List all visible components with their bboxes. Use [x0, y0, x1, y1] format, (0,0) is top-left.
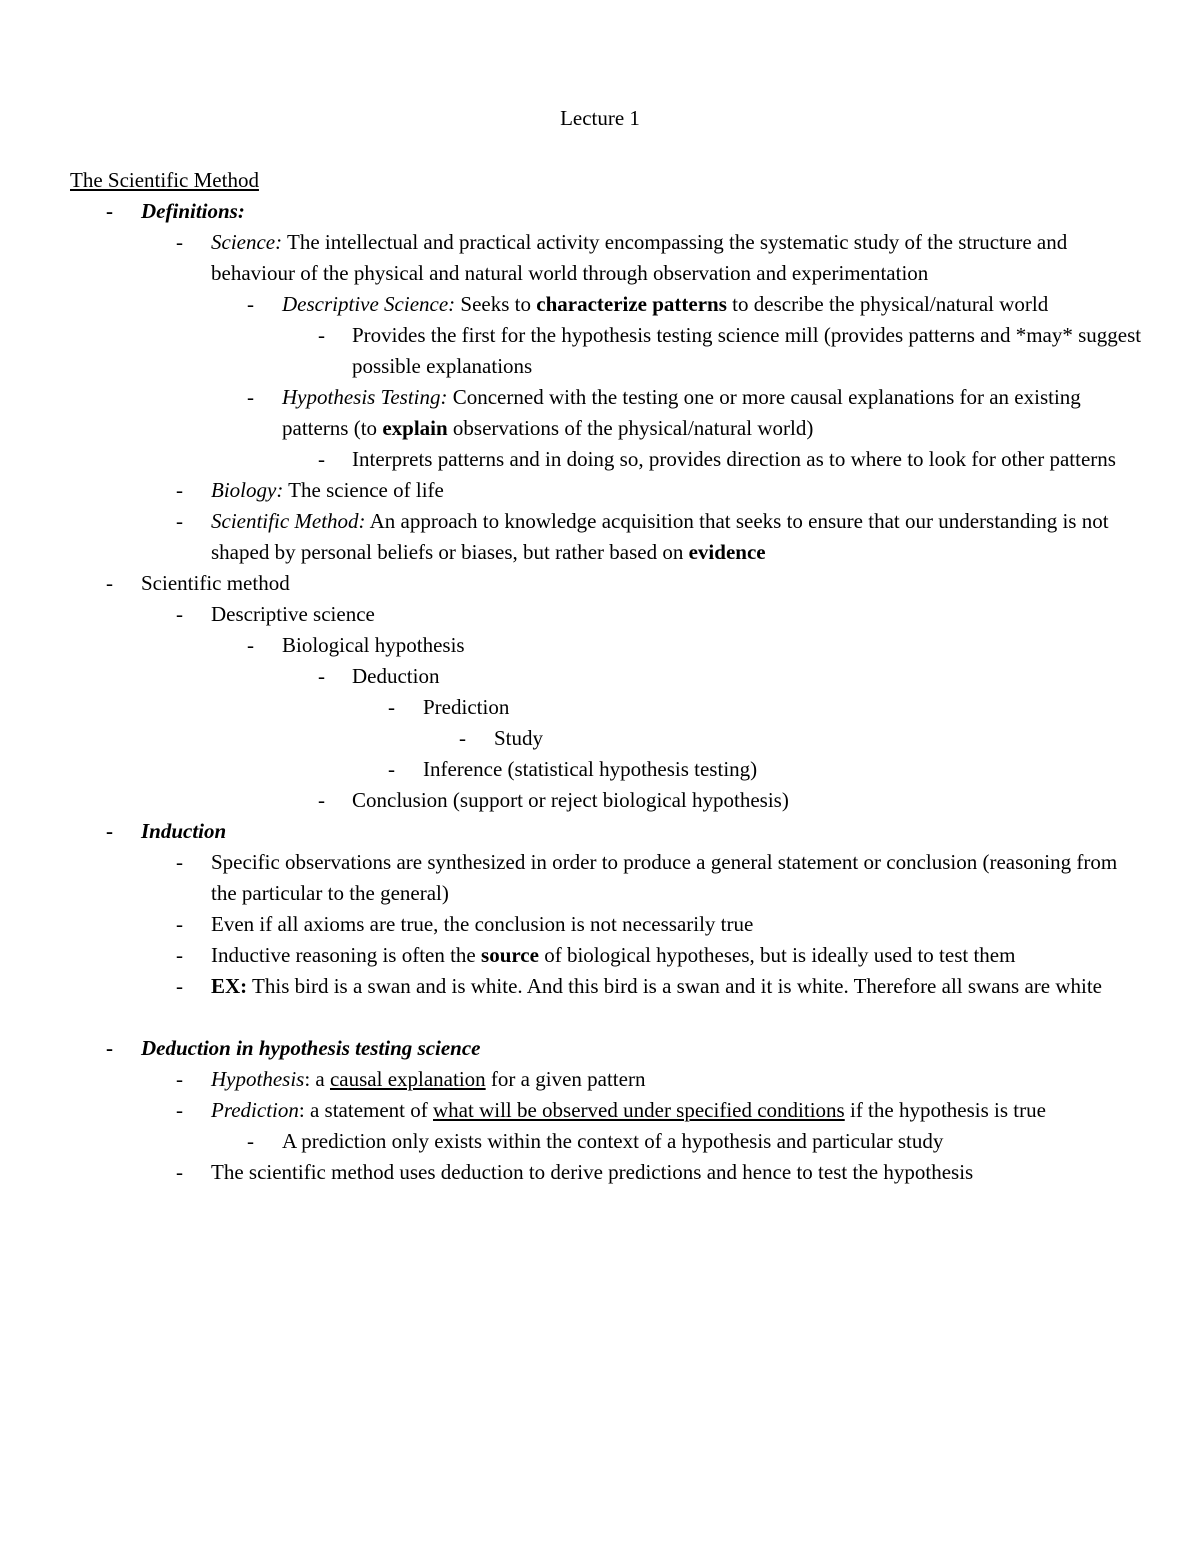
definition-science — [0, 227, 1200, 289]
bullet-dash: - — [106, 571, 113, 595]
outline-item-scientific-method — [0, 568, 1200, 599]
method-step-deduction — [0, 661, 1200, 692]
bullet-dash: - — [318, 788, 325, 812]
term-hypothesis-testing: Hypothesis Testing: — [282, 385, 448, 409]
scientific-method-text: An approach to knowledge acquisition that seeks to ensure that our understanding is not shaped by personal beliefs or biases, but rather based on — [211, 509, 1109, 564]
bullet-dash: - — [106, 819, 113, 843]
hypothesis-testing-text-pre: Concerned with the testing one or more causal explanations for an existing patterns (to — [282, 385, 1081, 440]
method-step-biological-hypothesis — [0, 630, 1200, 661]
bullet-dash: - — [247, 633, 254, 657]
induction-point — [0, 909, 1200, 940]
bullet-dash: - — [247, 292, 254, 316]
induction-point-text: Even if all axioms are true, the conclusion is not necessarily true — [211, 912, 754, 936]
bullet-dash: - — [176, 602, 183, 626]
bullet-dash: - — [388, 757, 395, 781]
induction-point — [0, 940, 1200, 971]
hypothesis-colon: : a — [304, 1067, 330, 1091]
emphasis-characterize-patterns: characterize patterns — [536, 292, 727, 316]
page-title: Lecture 1 — [560, 106, 640, 130]
definition-biology-text: The science of life — [283, 478, 444, 502]
bullet-dash: - — [318, 323, 325, 347]
deduction-last-text: The scientific method uses deduction to derive predictions and hence to test the hypothesis — [211, 1160, 974, 1184]
bullet-dash: - — [388, 695, 395, 719]
deduction-label: Deduction in hypothesis testing science — [141, 1036, 481, 1060]
descriptive-science-detail — [0, 320, 1200, 382]
hypothesis-testing-text-post: observations of the physical/natural world) — [447, 416, 814, 440]
method-step-text: Study — [494, 726, 544, 750]
descriptive-text-post: to describe the physical/natural world — [726, 292, 1049, 316]
induction-label: Induction — [141, 819, 227, 843]
induction-example — [0, 971, 1200, 1002]
bullet-dash: - — [176, 943, 183, 967]
deduction-last-point — [0, 1157, 1200, 1188]
definition-hypothesis-testing — [0, 382, 1200, 444]
definition-scientific-method — [0, 506, 1200, 568]
blank-line — [0, 1002, 1200, 1033]
method-step-descriptive-science — [0, 599, 1200, 630]
term-prediction: Prediction — [211, 1098, 299, 1122]
term-biology: Biology: — [211, 478, 284, 502]
bullet-dash: - — [106, 1036, 113, 1060]
bullet-dash: - — [176, 912, 183, 936]
method-step-text: Biological hypothesis — [282, 633, 465, 657]
induction-point-pre: Inductive reasoning is often the — [211, 943, 482, 967]
bullet-dash: - — [459, 726, 466, 750]
definition-science-text: The intellectual and practical activity encompassing the systematic study of the structure and behaviour of the physical and natural world through observation and experimentation — [211, 230, 1068, 285]
bullet-dash: - — [176, 509, 183, 533]
scientific-method-label: Scientific method — [141, 571, 290, 595]
descriptive-text-pre: Seeks to — [455, 292, 537, 316]
prediction-detail-text: A prediction only exists within the context of a hypothesis and particular study — [282, 1129, 944, 1153]
outline-item-deduction — [0, 1033, 1200, 1064]
method-step-text: Prediction — [423, 695, 510, 719]
underlined-observed-conditions: what will be observed under specified conditions — [433, 1098, 845, 1122]
method-step-study — [0, 723, 1200, 754]
bullet-dash: - — [176, 850, 183, 874]
outline-item-definitions — [0, 196, 1200, 227]
term-descriptive-science: Descriptive Science: — [282, 292, 456, 316]
method-step-text: Inference (statistical hypothesis testing) — [423, 757, 758, 781]
bullet-dash: - — [176, 1067, 183, 1091]
method-step-inference — [0, 754, 1200, 785]
outline-item-induction — [0, 816, 1200, 847]
bullet-dash: - — [176, 478, 183, 502]
hypothesis-post: for a given pattern — [485, 1067, 646, 1091]
induction-point — [0, 847, 1200, 909]
section-heading: The Scientific Method — [70, 168, 259, 192]
deduction-prediction — [0, 1095, 1200, 1126]
example-label: EX: — [211, 974, 248, 998]
definition-descriptive-science — [0, 289, 1200, 320]
bullet-dash: - — [176, 230, 183, 254]
bullet-dash: - — [247, 385, 254, 409]
bullet-dash: - — [318, 447, 325, 471]
bullet-dash: - — [247, 1129, 254, 1153]
prediction-post: if the hypothesis is true — [844, 1098, 1046, 1122]
induction-point-post: of biological hypotheses, but is ideally used to test them — [538, 943, 1016, 967]
deduction-hypothesis — [0, 1064, 1200, 1095]
method-step-conclusion — [0, 785, 1200, 816]
induction-point-text: Specific observations are synthesized in order to produce a general statement or conclusion (reasoning from the particular to the general) — [211, 850, 1118, 905]
example-text: This bird is a swan and is white. And this bird is a swan and it is white. Therefore all swans are white — [247, 974, 1102, 998]
outline-list — [0, 196, 1200, 1188]
method-step-text: Conclusion (support or reject biological hypothesis) — [352, 788, 789, 812]
bullet-dash: - — [318, 664, 325, 688]
emphasis-evidence: evidence — [688, 540, 766, 564]
emphasis-explain: explain — [382, 416, 448, 440]
bullet-dash: - — [176, 1098, 183, 1122]
bullet-dash: - — [106, 199, 113, 223]
hypothesis-testing-detail-text: Interprets patterns and in doing so, provides direction as to where to look for other patterns — [352, 447, 1116, 471]
descriptive-science-detail-text: Provides the first for the hypothesis testing science mill (provides patterns and *may* suggest possible explanations — [352, 323, 1142, 378]
emphasis-source: source — [481, 943, 539, 967]
bullet-dash: - — [176, 1160, 183, 1184]
prediction-detail — [0, 1126, 1200, 1157]
definitions-label: Definitions: — [141, 199, 245, 223]
term-scientific-method: Scientific Method: — [211, 509, 366, 533]
underlined-causal-explanation: causal explanation — [329, 1067, 486, 1091]
term-hypothesis: Hypothesis — [211, 1067, 305, 1091]
bullet-dash: - — [176, 974, 183, 998]
method-step-text: Descriptive science — [211, 602, 375, 626]
term-science: Science: — [211, 230, 283, 254]
definition-biology — [0, 475, 1200, 506]
method-step-text: Deduction — [352, 664, 440, 688]
hypothesis-testing-detail — [0, 444, 1200, 475]
prediction-colon: : a statement of — [298, 1098, 433, 1122]
method-step-prediction — [0, 692, 1200, 723]
